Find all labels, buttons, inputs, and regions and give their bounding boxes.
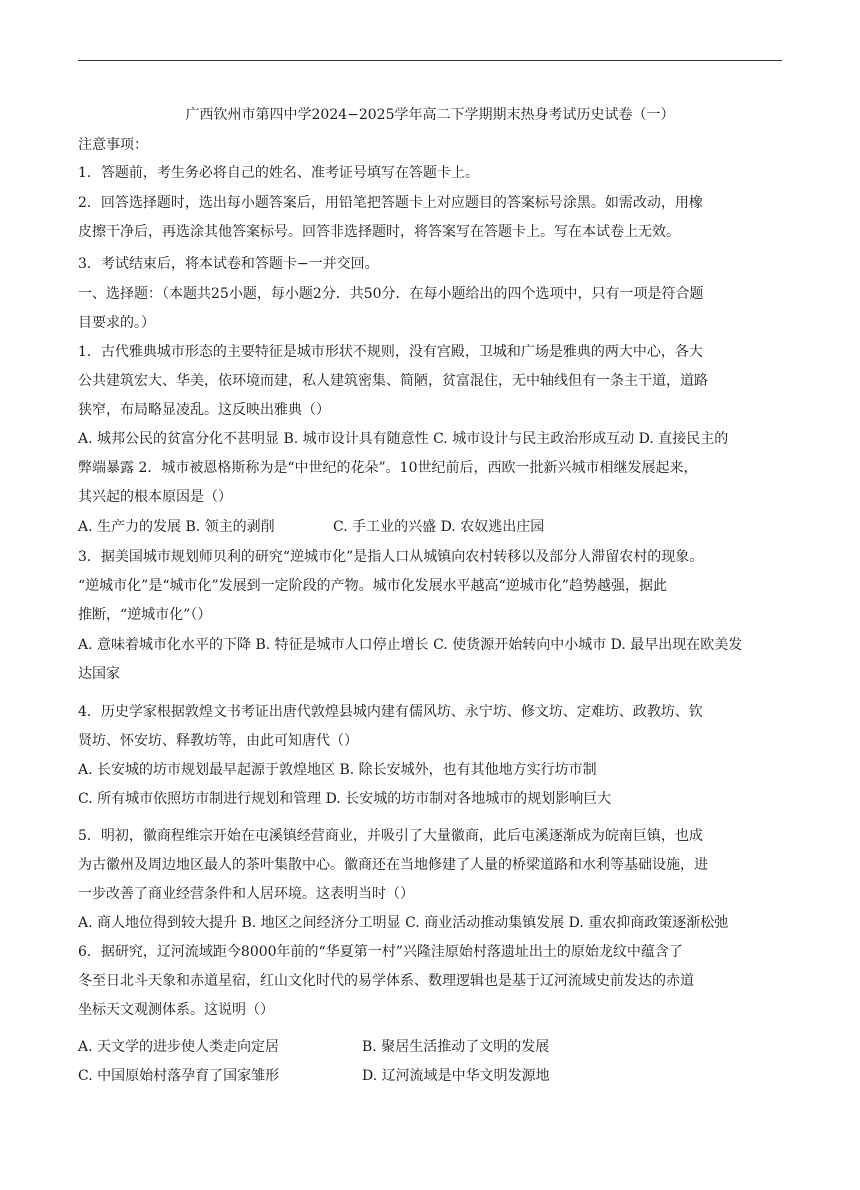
question-6-text: 冬至日北斗天象和赤道星宿，红山文化时代的易学体系、数理逻辑也是基于辽河流域史前发达的赤道 <box>78 973 694 989</box>
section-heading-cont: 目要求的。） <box>78 315 155 331</box>
notice-item: 皮擦干净后，再选涂其他答案标号。回答非选择题时，将答案写在答题卡上。写在本试卷上无效。 <box>78 224 680 240</box>
question-6-option-a: A. 天文学的进步使人类走向定居 <box>78 1039 280 1055</box>
header-rule <box>78 60 782 61</box>
question-3-options: A. 意味着城市化水平的下降 B. 特征是城市人口停止增长 C. 使货源开始转向中小城市 D. 最早出现在欧美发 <box>78 637 743 653</box>
question-2: 弊端暴露 2．城市被恩格斯称为是“中世纪的花朵”。10世纪前后，西欧一批新兴城市相继发展起来， <box>78 460 698 476</box>
notice-heading: 注意事项： <box>78 137 148 153</box>
notice-item: 3．考试结束后，将本试卷和答题卡−一并交回。 <box>78 256 379 272</box>
question-5-text: 一步改善了商业经营条件和人居环境。这表明当时（） <box>78 886 414 902</box>
question-2-options: A. 生产力的发展 B. 领主的剥削 <box>78 519 275 535</box>
question-5: 5．明初，徽商程维宗开始在屯溪镇经营商业，并吸引了大量徽商，此后屯溪逐渐成为皖南巨镇，也成 <box>78 828 703 844</box>
question-3-options-cont: 达国家 <box>78 666 120 682</box>
question-4: 4．历史学家根据敦煌文书考证出唐代敦煌县城内建有儒风坊、永宁坊、修文坊、定难坊、政教坊、钦 <box>78 704 703 720</box>
question-6-option-c: C. 中国原始村落孕育了国家雏形 <box>78 1068 280 1084</box>
question-6-option-b: B. 聚居生活推动了文明的发展 <box>362 1039 550 1055</box>
question-2-options: C. 手工业的兴盛 D. 农奴逃出庄园 <box>333 519 545 535</box>
question-3-text: “逆城市化”是“城市化”发展到一定阶段的产物。城市化发展水平越高“逆城市化”趋势越强，据此 <box>78 578 667 594</box>
question-2-text: 其兴起的根本原因是（） <box>78 489 232 505</box>
notice-item: 1．答题前，考生务必将自己的姓名、准考证号填写在答题卡上。 <box>78 165 479 181</box>
question-6-text: 坐标天文观测体系。这说明（） <box>78 1002 274 1018</box>
notice-item: 2．回答选择题时，选出每小题答案后，用铅笔把答题卡上对应题目的答案标号涂黑。如需改动，用橡 <box>78 195 703 211</box>
question-1-text: 公共建筑宏大、华美，依环境而建，私人建筑密集、简陋，贫富混住，无中轴线但有一条主干道，道路 <box>78 373 708 389</box>
question-5-text: 为古徽州及周边地区最人的茶叶集散中心。徽商还在当地修建了人量的桥梁道路和水利等基础设施，进 <box>78 857 708 873</box>
question-1: 1．古代雅典城市形态的主要特征是城市形状不规则，没有宫殿，卫城和广场是雅典的两大中心，各大 <box>78 344 703 360</box>
page-title: 广西钦州市第四中学2024−2025学年高二下学期期末热身考试历史试卷（一） <box>185 107 675 123</box>
question-1-options: A. 城邦公民的贫富分化不甚明显 B. 城市设计具有随意性 C. 城市设计与民主政治形成互动 D. 直接民主的 <box>78 431 729 447</box>
section-heading: 一、选择题：（本题共25小题，每小题2分．共50分．在每小题给出的四个选项中，只有一项是符合题 <box>78 286 704 302</box>
question-1-text: 狭窄，布局略显凌乱。这反映出雅典（） <box>78 402 330 418</box>
question-6: 6．据研究，辽河流域距今8000年前的“华夏第一村”兴隆洼原始村落遗址出土的原始龙纹中蕴含了 <box>78 944 683 960</box>
question-4-options: A. 长安城的坊市规划最早起源于敦煌地区 B. 除长安城外，也有其他地方实行坊市制 <box>78 762 597 778</box>
question-5-options: A. 商人地位得到较大提升 B. 地区之间经济分工明显 C. 商业活动推动集镇发展 D. 重农抑商政策逐渐松弛 <box>78 915 729 931</box>
question-6-option-d: D. 辽河流域是中华文明发源地 <box>362 1068 550 1084</box>
question-3-text: 推断，“逆城市化”（） <box>78 607 212 623</box>
question-4-options: C. 所有城市依照坊市制进行规划和管理 D. 长安城的坊市制对各地城市的规划影响巨大 <box>78 791 612 807</box>
question-3: 3．据美国城市规划师贝利的研究“逆城市化”是指人口从城镇向农村转移以及部分人滞留农村的现象。 <box>78 549 704 565</box>
question-4-text: 贤坊、怀安坊、释教坊等，由此可知唐代（） <box>78 733 358 749</box>
